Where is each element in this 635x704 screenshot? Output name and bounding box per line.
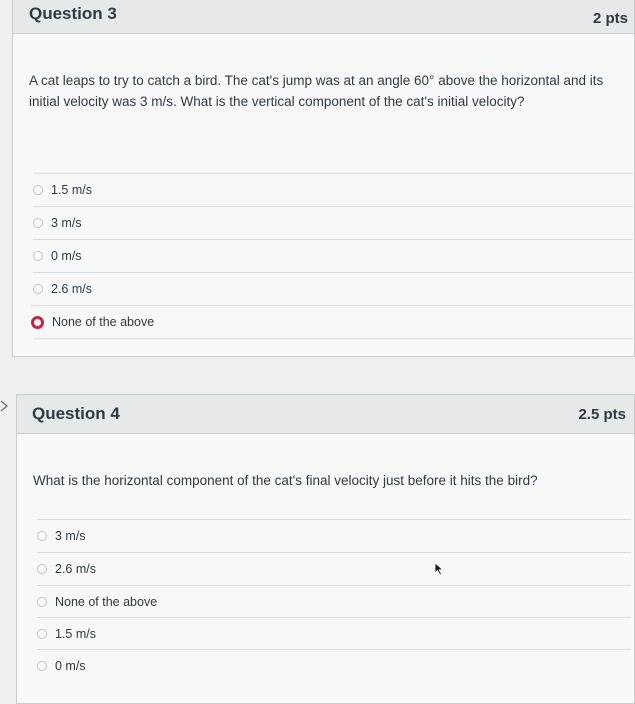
answer-label: 0 m/s bbox=[51, 249, 82, 263]
answer-label: 3 m/s bbox=[51, 216, 82, 230]
answer-label: 0 m/s bbox=[55, 659, 86, 673]
question-3-text-line-2: initial velocity was 3 m/s. What is the vertical component of the cat's initial velocity? bbox=[29, 94, 525, 109]
question-4-card bbox=[16, 394, 635, 704]
question-4-answer-1[interactable] bbox=[37, 519, 631, 552]
question-3-card bbox=[12, 0, 635, 357]
answer-label: 1.5 m/s bbox=[55, 627, 96, 641]
answer-divider bbox=[33, 338, 633, 339]
radio-button[interactable] bbox=[33, 284, 43, 294]
radio-button[interactable] bbox=[37, 564, 47, 574]
radio-button[interactable] bbox=[33, 185, 43, 195]
question-4-header bbox=[17, 395, 634, 434]
answer-label: 2.6 m/s bbox=[55, 562, 96, 576]
answer-label: 2.6 m/s bbox=[51, 282, 92, 296]
question-4-title: Question 4 bbox=[32, 404, 120, 423]
radio-button[interactable] bbox=[37, 531, 47, 541]
radio-button[interactable] bbox=[37, 629, 47, 639]
answer-label: 1.5 m/s bbox=[51, 183, 92, 197]
radio-button-selected[interactable] bbox=[31, 316, 44, 329]
answer-label: None of the above bbox=[55, 595, 158, 609]
answer-label: 3 m/s bbox=[55, 529, 86, 543]
question-4-points: 2.5 pts bbox=[578, 406, 626, 423]
mouse-cursor-icon bbox=[434, 562, 444, 576]
question-4-answer-3[interactable] bbox=[37, 585, 631, 618]
radio-button[interactable] bbox=[37, 661, 47, 671]
question-4-answer-5[interactable] bbox=[37, 649, 631, 682]
radio-button[interactable] bbox=[33, 251, 43, 261]
question-3-answer-3[interactable] bbox=[33, 239, 633, 272]
question-4-answer-2[interactable] bbox=[37, 552, 631, 585]
chevron-right-icon bbox=[0, 400, 9, 412]
question-3-text bbox=[29, 70, 629, 112]
radio-button[interactable] bbox=[33, 218, 43, 228]
question-3-text-line-1: A cat leaps to try to catch a bird. The cat's jump was at an angle 60° above the horizontal and its bbox=[29, 73, 604, 88]
question-3-title: Question 3 bbox=[29, 4, 117, 23]
question-3-answer-2[interactable] bbox=[33, 206, 633, 239]
question-4-text: What is the horizontal component of the cat's final velocity just before it hits the bird? bbox=[33, 473, 538, 488]
question-3-answer-4[interactable] bbox=[33, 272, 633, 305]
answer-label: None of the above bbox=[52, 315, 155, 329]
question-3-answer-1[interactable] bbox=[33, 173, 633, 206]
question-3-answer-5[interactable] bbox=[31, 305, 633, 338]
question-3-points: 2 pts bbox=[592, 10, 628, 27]
question-4-answer-4[interactable] bbox=[37, 617, 631, 650]
question-3-header bbox=[13, 0, 634, 34]
radio-button[interactable] bbox=[37, 597, 47, 607]
